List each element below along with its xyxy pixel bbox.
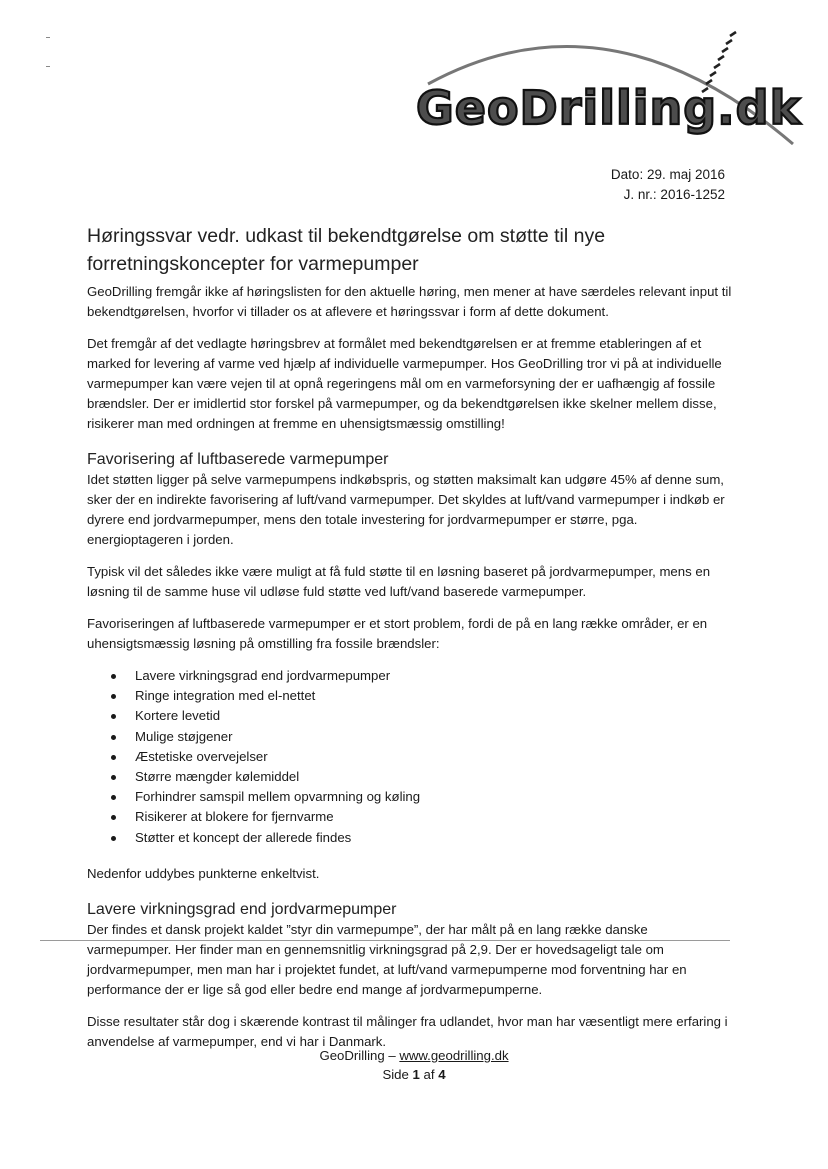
intro-paragraph: GeoDrilling fremgår ikke af høringslisten for den aktuelle høring, men mener at have særdeles relevant input til bekendtgørelsen, hvorfor vi tillader os at aflevere et høringssvar i form af dette dokument. [87,284,732,319]
list-item: Kortere levetid [87,706,732,726]
scan-speck [46,37,50,38]
section-heading: Lavere virkningsgrad end jordvarmepumper [87,900,397,918]
section-heading: Favorisering af luftbaserede varmepumper [87,451,389,468]
section-paragraph: Favoriseringen af luftbaserede varmepumper er et stort problem, fordi de på en lang række områder, er en uhensigtsmæssig løsning på omstilling fra fossile brændsler: [87,616,708,651]
page-mid: af [419,1067,439,1082]
section-paragraph: Typisk vil det således ikke være muligt at få fuld støtte til en løsning baseret på jordvarmepumper, mens en løsning til de samme huse vil udløse fuld støtte ved luft/vand baserede varmepumper. [87,564,711,599]
list-item: Lavere virkningsgrad end jordvarmepumper [87,666,732,686]
journal-number: J. nr.: 2016-1252 [623,187,725,202]
section-paragraph: Der findes et dansk projekt kaldet ”styr din varmepumpe”, der har målt på en lang række danske varmepumper. Her finder man en gennemsnitlig virkningsgrad på 2,9. Der er hovedsageligt tale om jordvarmepumper, men man har i projektet fundet, at luft/vand varmepumperne mod forventning har en performance der er lige så god eller bedre end mange af jordvarmepumperne. [87,921,687,997]
list-item: Større mængder kølemiddel [87,767,732,787]
footer-company-line [0,1047,828,1065]
document-body [87,222,732,1064]
logo-text: GeoDrilling.dk [416,81,802,135]
section-virkningsgrad [87,900,732,1052]
scan-artifact-line [40,940,730,941]
list-item: Risikerer at blokere for fjernvarme [87,807,732,827]
bullet-list [87,666,732,848]
section-paragraph: Disse resultater står dog i skærende kontrast til målinger fra udlandet, hvor man har væsentligt mere erfaring i anvendelse af varmepumper, end vi har i Danmark. [87,1013,728,1049]
page-total: 4 [438,1067,446,1082]
list-item: Ringe integration med el-nettet [87,686,732,706]
list-item: Æstetiske overvejelser [87,747,732,767]
page-number [0,1066,828,1084]
list-item: Støtter et koncept der allerede findes [87,828,732,848]
intro-paragraph: Det fremgår af det vedlagte høringsbrev at formålet med bekendtgørelsen er at fremme etableringen af et marked for levering af varme ved hjælp af individuelle varmepumper. Hos GeoDrilling tror vi på at individuelle varmepumper kan være vejen til at opnå regeringens mål om en varmeforsyning der er uafhængig af fossile brændsler. Der er imidlertid stor forskel på varmepumper, og da bekendtgørelsen ikke skelner mellem disse, risikerer man med ordningen at fremme en uhensigtsmæssig omstilling! [87,336,722,431]
section-favorisering [87,450,732,884]
document-title: Høringssvar vedr. udkast til bekendtgørelse om støtte til nye forretningskoncepter for varmepumper [87,225,606,275]
geodrilling-logo [408,26,808,156]
section-closing: Nedenfor uddybes punkterne enkeltvist. [87,865,320,881]
section-paragraph: Idet støtten ligger på selve varmepumpens indkøbspris, og støtten maksimalt kan udgøre 45% af denne sum, sker der en indirekte favorisering af luft/vand varmepumper. Det skyldes at luft/vand varmepumper i indkøb er dyrere end jordvarmepumper, mens den totale investering for jordvarmepumper er større, pga. energioptageren i jorden. [87,472,725,547]
document-date: Dato: 29. maj 2016 [610,167,725,182]
list-item: Forhindrer samspil mellem opvarmning og køling [87,787,732,807]
footer-website-link[interactable]: www.geodrilling.dk [399,1048,509,1063]
list-item: Mulige støjgener [87,727,732,747]
footer-separator: – [384,1048,400,1063]
footer-company: GeoDrilling [319,1048,385,1063]
scan-speck [46,66,50,67]
page-current: 1 [412,1067,420,1082]
page-prefix: Side [382,1067,413,1082]
